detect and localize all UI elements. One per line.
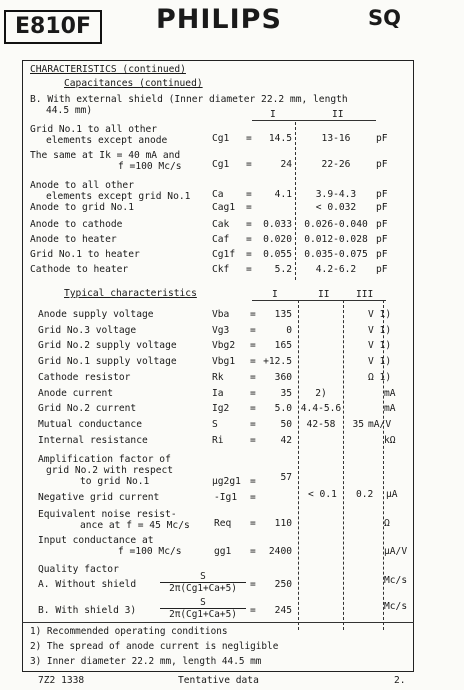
cap-intro-line-1: B. With external shield (Inner diameter 22.2 mm, length — [30, 94, 348, 105]
neg-unit: μA — [386, 489, 398, 500]
footnote-rule — [22, 622, 414, 623]
amp-value-I: 57 — [280, 472, 292, 483]
noise-unit: Ω — [384, 518, 390, 529]
typ-row-label: Grid No.1 supply voltage — [38, 356, 177, 367]
typ-row-label: Grid No.2 current — [38, 403, 137, 414]
typ-row-symbol: Vg3 — [212, 325, 230, 336]
cap-row-equals: = — [246, 249, 252, 260]
cap-row-equals: = — [246, 133, 252, 144]
tube-type-label: E810F — [4, 10, 102, 44]
typ-row-equals: = — [250, 403, 256, 414]
quality-b-numerator: S — [200, 597, 206, 608]
inp-label-2: f =100 Mc/s — [118, 546, 182, 557]
cap-row-value-I: 0.055 — [263, 249, 292, 260]
typ-header-rule — [252, 300, 386, 301]
page-number: 2. — [394, 675, 406, 686]
typ-row-unit: kΩ — [384, 435, 396, 446]
cap-row-symbol: Cak — [212, 219, 230, 230]
cap-row-unit: pF — [376, 202, 388, 213]
amp-symbol: μg2g1 — [212, 476, 241, 487]
typ-row-symbol: S — [212, 419, 218, 430]
typ-row-equals: = — [250, 356, 256, 367]
typ-row-symbol: Vbg2 — [212, 340, 236, 351]
cap-row-value-II: 13-16 — [321, 133, 351, 144]
typ-row-value-I: 50 — [280, 419, 292, 430]
cap-row-unit: pF — [376, 234, 388, 245]
footnote-3: 3) Inner diameter 22.2 mm, length 44.5 mm — [30, 656, 262, 667]
cap-row-value-I: 24 — [280, 159, 292, 170]
neg-value-III: 0.2 — [356, 489, 374, 500]
cap-row-value-II: 3.9-4.3 — [315, 189, 357, 200]
cap-row-equals: = — [246, 202, 252, 213]
cap-row-value-II: 4.2-6.2 — [315, 264, 357, 275]
cap-row-equals: = — [246, 159, 252, 170]
neg-label: Negative grid current — [38, 492, 160, 503]
noise-label-2: ance at f = 45 Mc/s — [80, 520, 190, 531]
typ-row-unit: mA — [384, 388, 396, 399]
neg-symbol: -Ig1 — [214, 492, 238, 503]
typ-row-equals: = — [250, 372, 256, 383]
cap-row-label-cont: elements except grid No.1 — [46, 191, 191, 202]
cap-header-rule — [252, 120, 376, 121]
amp-label-2: grid No.2 with respect — [46, 465, 174, 476]
section-title: CHARACTERISTICS (continued) — [30, 64, 186, 75]
typ-row-value-I: 165 — [274, 340, 292, 351]
cap-row-symbol: Cag1 — [212, 202, 236, 213]
cap-row-value-I: 14.5 — [268, 133, 292, 144]
cap-row-value-II: 0.012-0.028 — [304, 234, 368, 245]
noise-value-I: 110 — [274, 518, 292, 529]
cap-subtitle: Capacitances (continued) — [64, 78, 203, 89]
cap-row-symbol: Ckf — [212, 264, 230, 275]
typ-row-symbol: Ri — [212, 435, 224, 446]
typ-row-equals: = — [250, 325, 256, 336]
inp-equals: = — [250, 546, 256, 557]
typ-row-unit: V 1) — [368, 340, 392, 351]
typ-row-value-III: 35 — [352, 419, 364, 430]
quality-a-numerator: S — [200, 571, 206, 582]
cap-row-equals: = — [246, 234, 252, 245]
noise-label-1: Equivalent noise resist- — [38, 509, 177, 520]
cap-row-symbol: Ca — [212, 189, 224, 200]
typ-row-unit: V 1) — [368, 325, 392, 336]
cap-row-value-II: < 0.032 — [315, 202, 357, 213]
quality-a-unit: Mc/s — [384, 575, 408, 586]
typ-row-value-I: 135 — [274, 309, 292, 320]
quality-b-label: B. With shield 3) — [38, 605, 137, 616]
typ-row-unit: mA — [384, 403, 396, 414]
noise-symbol: Req — [214, 518, 232, 529]
cap-row-symbol: Cg1f — [212, 249, 236, 260]
typ-row-unit: V 1) — [368, 309, 392, 320]
typ-row-equals: = — [250, 309, 256, 320]
cap-row-value-I: 4.1 — [274, 189, 292, 200]
amp-label-3: to grid No.1 — [80, 476, 150, 487]
cap-row-value-II: 0.035-0.075 — [304, 249, 368, 260]
typ-row-symbol: Ig2 — [212, 403, 230, 414]
inp-label-1: Input conductance at — [38, 535, 154, 546]
typ-row-equals: = — [250, 388, 256, 399]
quality-b-equals: = — [250, 605, 256, 616]
tentative-note: Tentative data — [178, 675, 259, 686]
typ-row-value-II: 42-58 — [306, 419, 336, 430]
typ-row-value-I: 360 — [274, 372, 292, 383]
typ-col-header-II: II — [318, 289, 330, 300]
cap-row-unit: pF — [376, 159, 388, 170]
cap-row-value-I: 0.033 — [263, 219, 292, 230]
noise-equals: = — [250, 518, 256, 529]
cap-row-symbol: Cg1 — [212, 133, 230, 144]
typ-row-label: Anode current — [38, 388, 114, 399]
footnote-1: 1) Recommended operating conditions — [30, 626, 228, 637]
typ-row-equals: = — [250, 435, 256, 446]
inp-symbol: gg1 — [214, 546, 232, 557]
typ-col-header-I: I — [272, 289, 278, 300]
typ-row-symbol: Rk — [212, 372, 224, 383]
typ-row-value-II: 2) — [315, 388, 327, 399]
cap-row-equals: = — [246, 189, 252, 200]
inp-unit: μA/V — [384, 546, 408, 557]
typ-row-value-I: 42 — [280, 435, 292, 446]
cap-row-value-II: 22-26 — [321, 159, 351, 170]
cap-row-unit: pF — [376, 219, 388, 230]
catalog-code: 7Z2 1338 — [38, 675, 85, 686]
typ-row-unit: mA/V — [368, 419, 392, 430]
typ-row-symbol: Ia — [212, 388, 224, 399]
quality-b-value-I: 245 — [274, 605, 292, 616]
cap-row-label-cont: f =100 Mc/s — [118, 161, 182, 172]
quality-b-fraction — [160, 597, 246, 620]
typ-row-value-I: 5.0 — [274, 403, 292, 414]
amp-equals: = — [250, 476, 256, 487]
cap-row-label: Grid No.1 to all other — [30, 124, 158, 135]
cap-row-unit: pF — [376, 133, 388, 144]
cap-col-separator — [295, 122, 296, 280]
series-label: SQ — [368, 6, 401, 30]
typ-col-separator-1 — [298, 300, 299, 630]
cap-row-label: Cathode to heater — [30, 264, 129, 275]
cap-row-symbol: Caf — [212, 234, 230, 245]
typ-row-equals: = — [250, 419, 256, 430]
cap-row-value-II: 0.026-0.040 — [304, 219, 368, 230]
typ-row-unit: Ω 1) — [368, 372, 392, 383]
quality-a-denominator: 2π(Cg1+Ca+5) — [160, 582, 246, 594]
typ-row-value-I: 0 — [286, 325, 292, 336]
brand-logo-text: PHILIPS — [156, 4, 282, 35]
typ-row-label: Anode supply voltage — [38, 309, 154, 320]
cap-row-label-cont: elements except anode — [46, 135, 168, 146]
typ-row-label: Grid No.3 voltage — [38, 325, 137, 336]
cap-row-equals: = — [246, 219, 252, 230]
cap-row-symbol: Cg1 — [212, 159, 230, 170]
typ-row-symbol: Vba — [212, 309, 230, 320]
cap-row-unit: pF — [376, 249, 388, 260]
typ-row-label: Internal resistance — [38, 435, 148, 446]
cap-col-header-II: II — [332, 109, 344, 120]
cap-row-equals: = — [246, 264, 252, 275]
cap-row-value-I: 0.020 — [263, 234, 292, 245]
cap-row-label: The same at Ik = 40 mA and — [30, 150, 181, 161]
cap-row-label: Anode to heater — [30, 234, 117, 245]
typ-row-value-I: +12.5 — [263, 356, 292, 367]
typ-row-label: Cathode resistor — [38, 372, 131, 383]
cap-row-label: Anode to cathode — [30, 219, 123, 230]
cap-col-header-I: I — [270, 109, 276, 120]
cap-row-unit: pF — [376, 264, 388, 275]
quality-a-value-I: 250 — [274, 579, 292, 590]
footnote-2: 2) The spread of anode current is negligible — [30, 641, 279, 652]
typ-subtitle: Typical characteristics — [64, 288, 197, 299]
quality-a-label: A. Without shield — [38, 579, 137, 590]
typ-col-header-III: III — [356, 289, 374, 300]
cap-row-unit: pF — [376, 189, 388, 200]
quality-a-equals: = — [250, 579, 256, 590]
typ-col-separator-2 — [343, 300, 344, 630]
typ-row-value-I: 35 — [280, 388, 292, 399]
typ-row-symbol: Vbg1 — [212, 356, 236, 367]
neg-value-II: < 0.1 — [308, 489, 337, 500]
quality-title: Quality factor — [38, 564, 119, 575]
inp-value-I: 2400 — [268, 546, 292, 557]
quality-a-fraction — [160, 571, 246, 594]
cap-row-label: Anode to grid No.1 — [30, 202, 134, 213]
typ-row-unit: V 1) — [368, 356, 392, 367]
cap-row-label: Anode to all other — [30, 180, 134, 191]
amp-label-1: Amplification factor of — [38, 454, 171, 465]
cap-row-label: Grid No.1 to heater — [30, 249, 140, 260]
quality-b-unit: Mc/s — [384, 601, 408, 612]
typ-row-label: Grid No.2 supply voltage — [38, 340, 177, 351]
typ-row-value-II: 4.4-5.6 — [300, 403, 342, 414]
neg-equals: = — [250, 492, 256, 503]
typ-row-equals: = — [250, 340, 256, 351]
typ-row-label: Mutual conductance — [38, 419, 142, 430]
quality-b-denominator: 2π(Cg1+Ca+5) — [160, 608, 246, 620]
cap-intro-line-2: 44.5 mm) — [46, 105, 93, 116]
cap-row-value-I: 5.2 — [274, 264, 292, 275]
